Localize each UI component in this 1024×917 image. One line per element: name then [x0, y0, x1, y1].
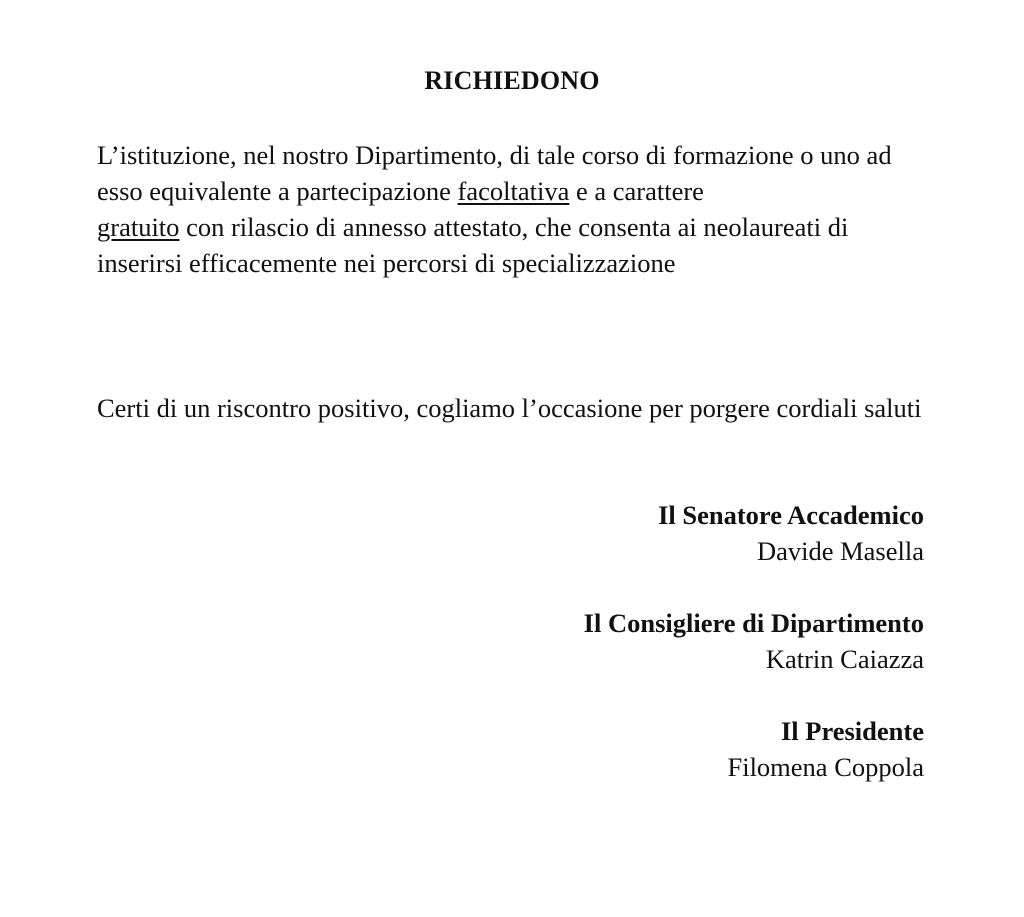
signature-role: Il Senatore Accademico	[658, 500, 924, 530]
closing-paragraph: Certi di un riscontro positivo, cogliamo l’occasione per porgere cordiali saluti	[97, 393, 922, 423]
signature-presidente	[324, 713, 924, 785]
underlined-gratuito: gratuito	[97, 212, 180, 242]
document-heading: RICHIEDONO	[424, 66, 600, 95]
request-text-part-2: e a carattere	[569, 176, 704, 206]
signature-senatore	[324, 497, 924, 569]
signature-consigliere	[324, 605, 924, 677]
signature-name: Filomena Coppola	[727, 752, 924, 782]
request-text-part-3: con rilascio di annesso attestato, che consenta ai neolaureati di inserirsi efficacemente nei percorsi di specializzazione	[97, 212, 849, 278]
request-paragraph	[97, 137, 937, 281]
underlined-facoltativa: facoltativa	[457, 176, 570, 206]
signature-name: Davide Masella	[756, 536, 924, 566]
signature-role: Il Presidente	[780, 716, 924, 746]
request-text-part-1: L’istituzione, nel nostro Dipartimento, di tale corso di formazione o uno ad esso equivalente a partecipazione	[97, 140, 892, 206]
signature-role: Il Consigliere di Dipartimento	[583, 608, 924, 638]
signature-name: Katrin Caiazza	[765, 644, 924, 674]
